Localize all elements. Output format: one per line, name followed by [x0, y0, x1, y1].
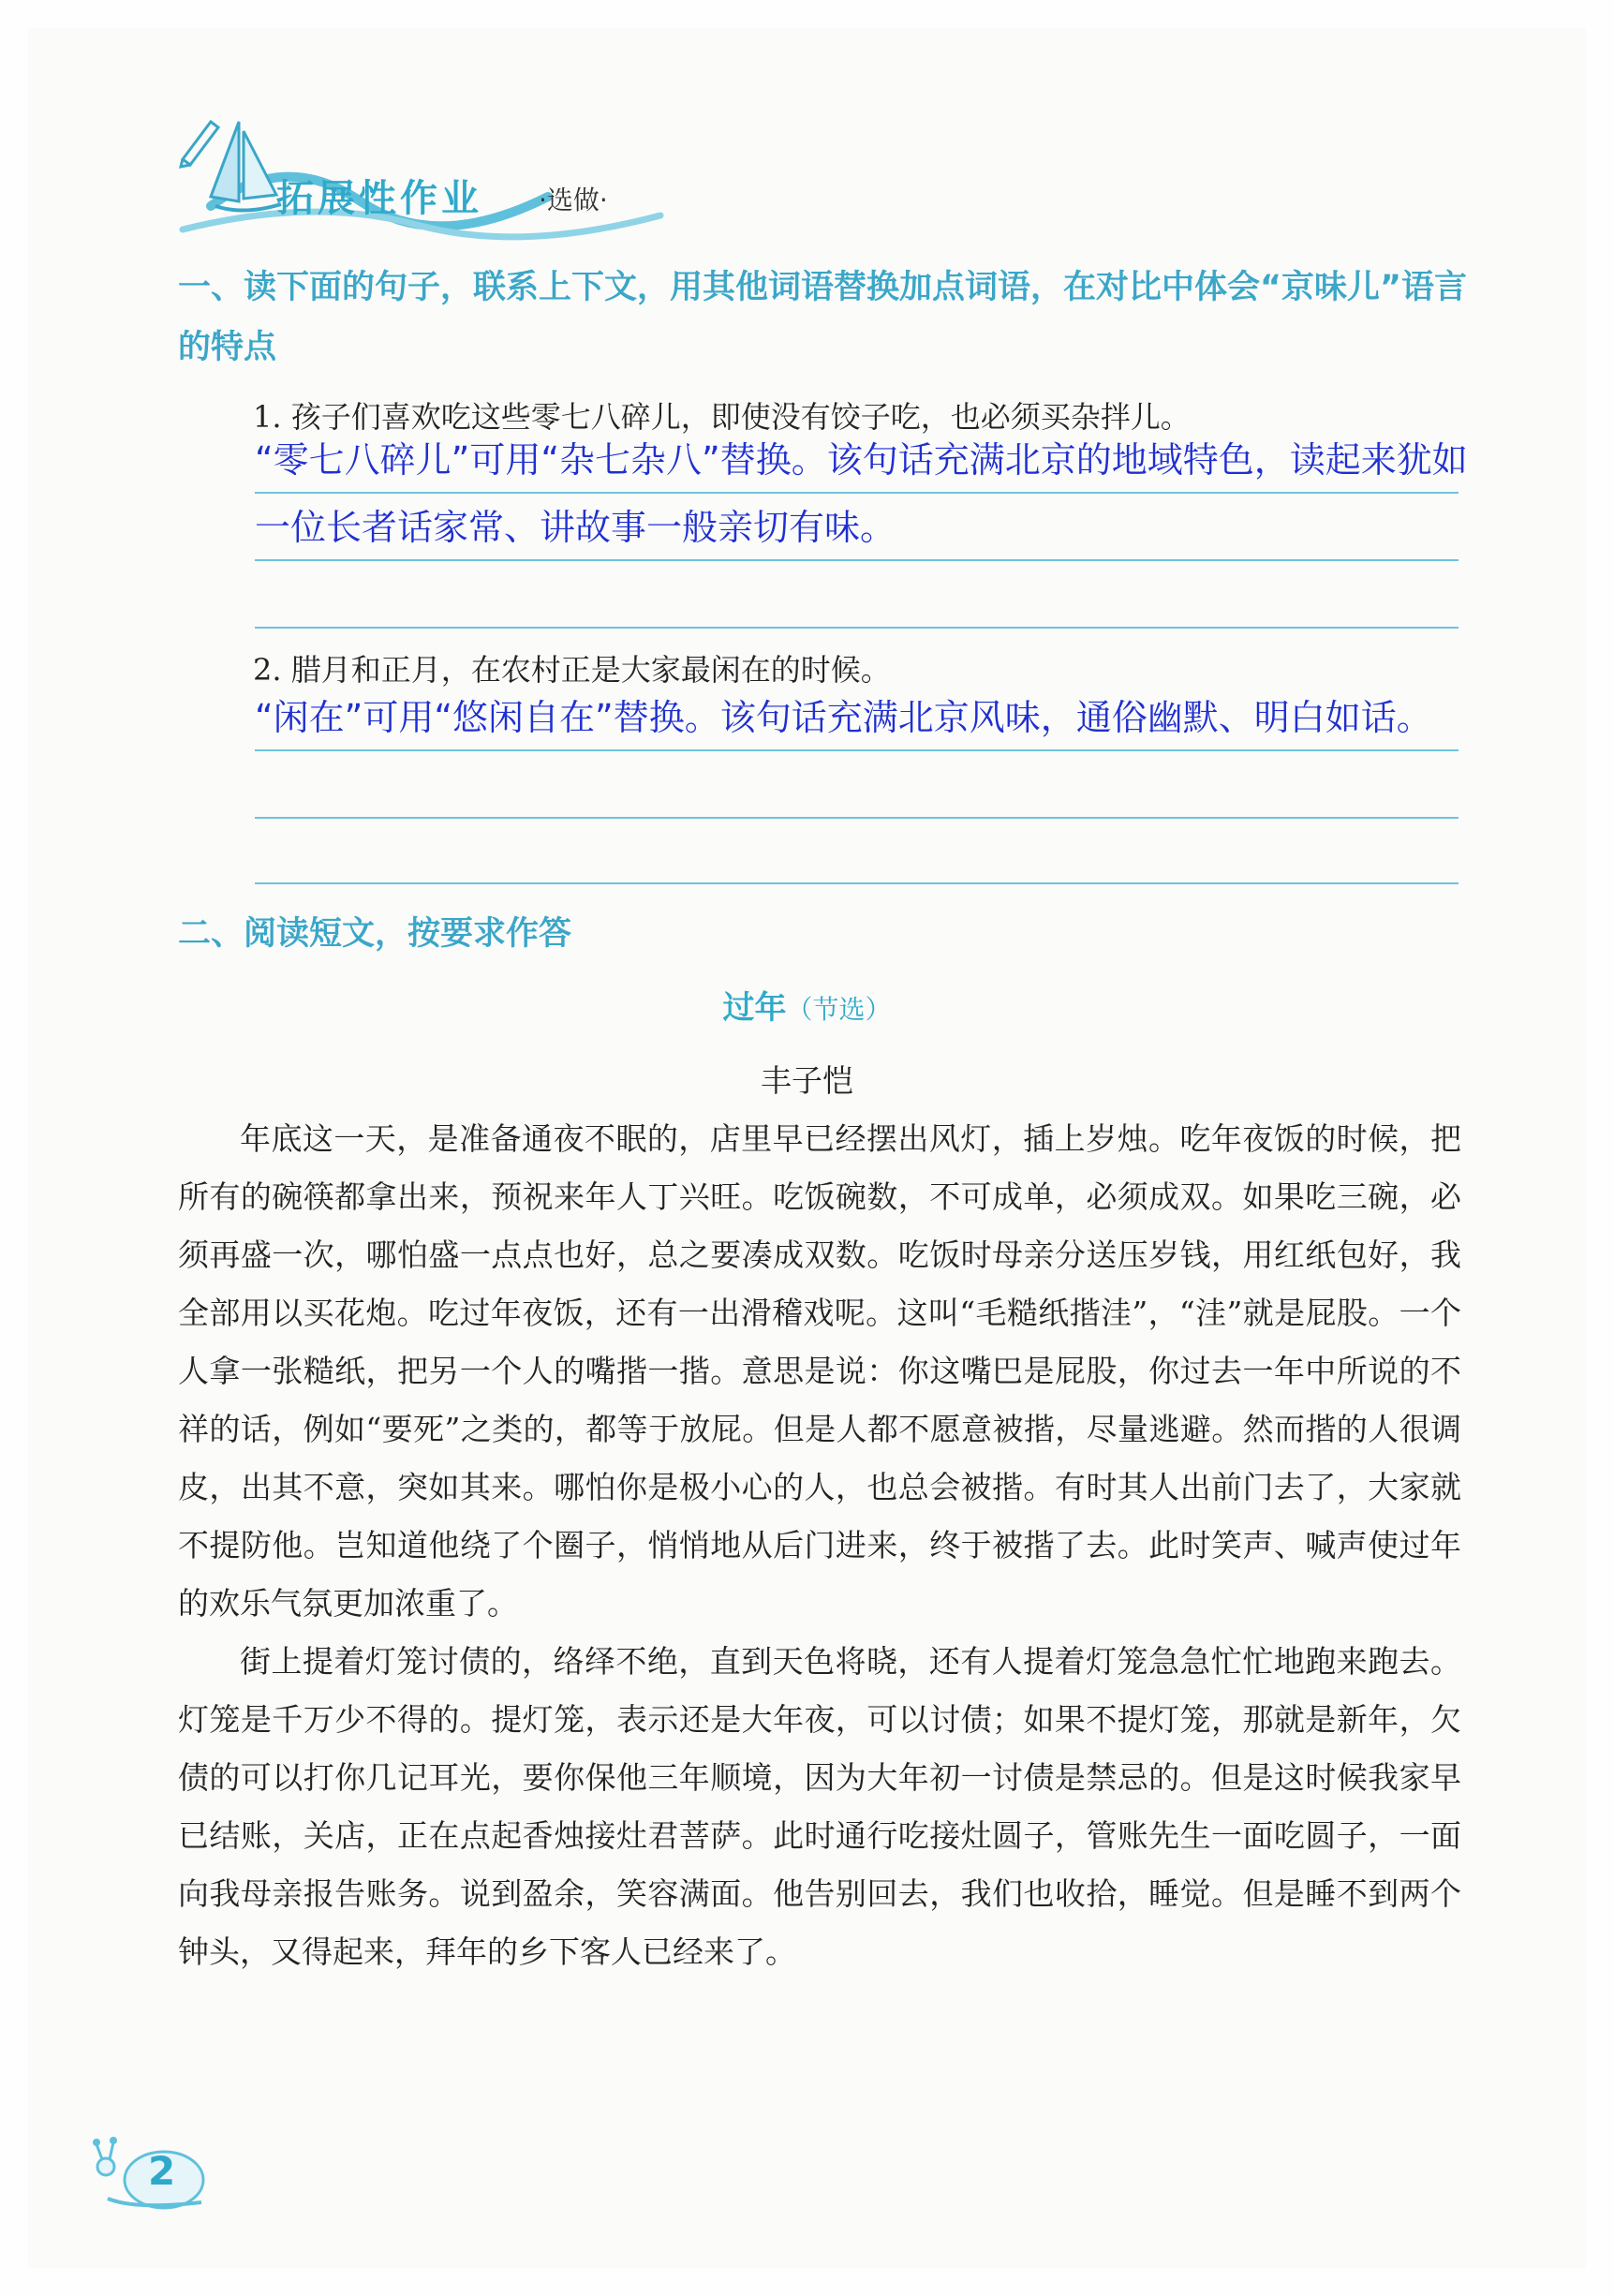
passage-body	[178, 1110, 1461, 1981]
section-heading-2: 二、阅读短文，按要求作答	[178, 915, 572, 953]
answer-line	[255, 882, 1459, 884]
answer-line	[255, 627, 1459, 629]
banner-subtitle: ·选做·	[539, 185, 608, 215]
passage-author: 丰子恺	[761, 1062, 853, 1099]
section-heading-1: 一、读下面的句子，联系上下文，用其他词语替换加点词语，在对比中体会“京味儿”语言的特点	[178, 269, 1468, 366]
passage-paragraph: 街上提着灯笼讨债的，络绎不绝，直到天色将晓，还有人提着灯笼急急忙忙地跑来跑去。灯笼是千万少不得的。提灯笼，表示还是大年夜，可以讨债；如果不提灯笼，那就是新年，欠债的可以打你几记耳光，要你保他三年顺境，因为大年初一讨债是禁忌的。但是这时候我家早已结账，关店，正在点起香烛接灶君菩萨。此时通行吃接灶圆子，管账先生一面吃圆子，一面向我母亲报告账务。说到盈余，笑容满面。他告别回去，我们也收拾，睡觉。但是睡不到两个钟头，又得起来，拜年的乡下客人已经来了。	[178, 1643, 1461, 1970]
passage-paragraph: 年底这一天，是准备通夜不眠的，店里早已经摆出风灯，插上岁烛。吃年夜饭的时候，把所有的碗筷都拿出来，预祝来年人丁兴旺。吃饭碗数，不可成单，必须成双。如果吃三碗，必须再盛一次，哪怕盛一点点也好，总之要凑成双数。吃饭时母亲分送压岁钱，用红纸包好，我全部用以买花炮。吃过年夜饭，还有一出滑稽戏呢。这叫“毛糙纸揩洼”，“洼”就是屁股。一个人拿一张糙纸，把另一个人的嘴揩一揩。意思是说：你这嘴巴是屁股，你过去一年中所说的不祥的话，例如“要死”之类的，都等于放屁。但是人都不愿意被揩，尽量逃避。然而揩的人很调皮，出其不意，突如其来。哪怕你是极小心的人，也总会被揩。有时其人出前门去了，大家就不提防他。岂知道他绕了个圈子，悄悄地从后门进来，终于被揩了去。此时笑声、喊声使过年的欢乐气氛更加浓重了。	[178, 1120, 1461, 1622]
question-1: 1. 孩子们喜欢吃这些零七八碎儿，即使没有饺子吃，也必须买杂拌儿。	[253, 399, 1191, 435]
pencil-icon	[173, 112, 220, 169]
answer-2: “闲在”可用“悠闲自在”替换。该句话充满北京风味，通俗幽默、明白如话。	[255, 697, 1432, 738]
passage-title-note: （节选）	[786, 994, 892, 1025]
passage-title	[0, 982, 1614, 1028]
answer-line	[255, 559, 1459, 561]
homework-banner	[173, 112, 717, 253]
question-2: 2. 腊月和正月，在农村正是大家最闲在的时候。	[253, 652, 891, 688]
passage-title-text: 过年	[722, 989, 787, 1027]
answer-line	[255, 817, 1459, 819]
banner-title: 拓展性作业	[276, 177, 482, 220]
answer-1: “零七八碎儿”可用“杂七杂八”替换。该句话充满北京的地域特色，读起来犹如一位长者话家常、讲故事一般亲切有味。	[255, 439, 1468, 548]
answer-line	[255, 749, 1459, 751]
answer-line	[255, 492, 1459, 494]
page-number	[89, 2131, 211, 2215]
page-number-text: 2	[148, 2148, 176, 2194]
